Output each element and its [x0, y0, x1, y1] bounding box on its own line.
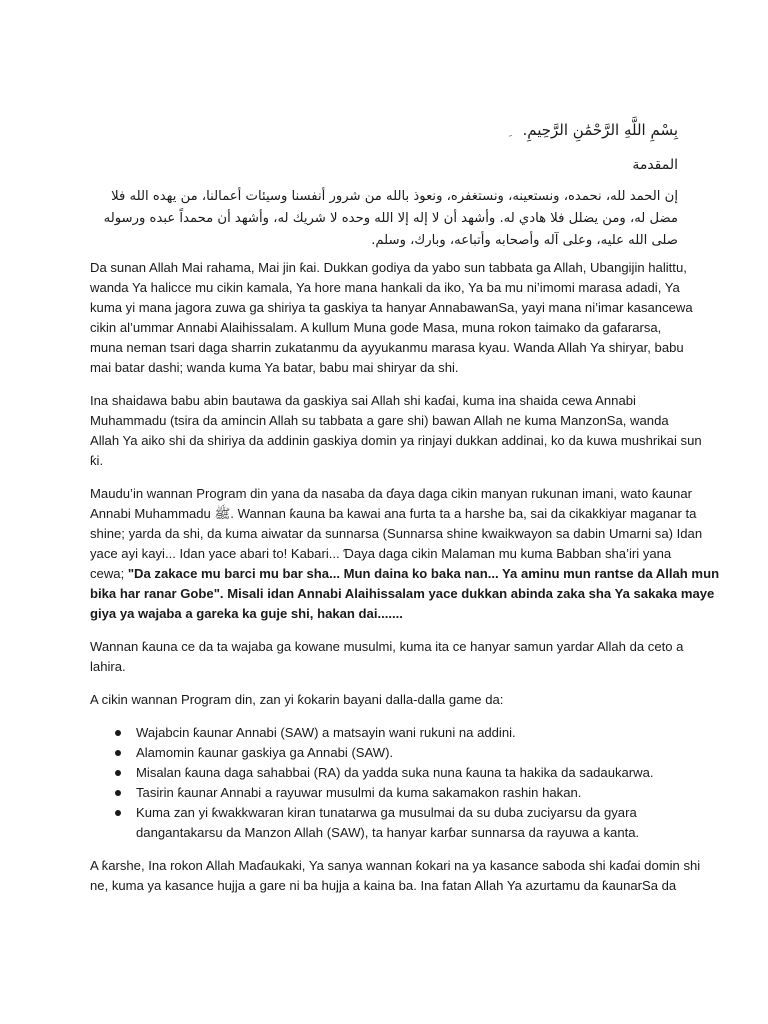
bullet-icon — [115, 810, 121, 816]
arabic-intro-line: صلى الله عليه، وعلى آله وأصحابه وأتباعه، وبارك، وسلم. — [371, 233, 678, 248]
text-line: mai batar dashi; wanda kuma Ya batar, babu mai shiryar da shi. — [90, 360, 459, 375]
arabic-intro — [90, 186, 678, 252]
quote-text-bold: bika har ranar Gobe". Misali idan Annabi Alaihissalam yace dukkan abinda zaka sha Ya sakaka maye — [90, 586, 715, 601]
text-line: Muhammadu (tsira da amincin Allah su tabbata a gare shi) bawan Allah ne kuma ManzonSa, wanda — [90, 413, 669, 428]
document-body — [90, 118, 720, 909]
text-line: kuma yi mana jagora zuwa ga shiriya ta gaskiya ta hanyar AnnabawanSa, yayi mana ni’imar kasancewa — [90, 300, 693, 315]
list-item-text: Kuma zan yi ƙwakkwaran kiran tunatarwa ga musulmai da su duba zuciyarsu da gyara — [136, 805, 637, 820]
list-item — [90, 803, 678, 843]
basmala — [90, 118, 678, 144]
paragraph-program-intro — [90, 690, 678, 710]
paragraph-topic — [90, 484, 720, 624]
text-line: cikin al’ummar Annabi Alaihissalam. A kullum Muna gode Masa, muna rokon taimako da gafararsa, — [90, 320, 662, 335]
quote-text-bold: giya ya wajaba a gareka ka guje shi, hakan dai....... — [90, 606, 403, 621]
list-item-text: Tasirin ƙaunar Annabi a rayuwar musulmi da kuma sakamakon rashin hakan. — [136, 785, 582, 800]
paragraph-testimony — [90, 391, 702, 471]
text-line: Ina shaidawa babu abin bautawa da gaskiya sai Allah shi kaɗai, kuma ina shaida cewa Annabi — [90, 393, 636, 408]
text-line: shine; yarda da shi, da kuma aiwatar da sunnarsa (Sunnarsa shine kwaikwayon sa dabin Umarni sa) Idan — [90, 526, 703, 541]
bullet-icon — [115, 750, 121, 756]
paragraph-obligation — [90, 637, 684, 677]
text-line: Da sunan Allah Mai rahama, Mai jin ƙai. Dukkan godiya da yabo sun tabbata ga Allah, Ubangijin halittu, — [90, 260, 687, 275]
text-line: A cikin wannan Program din, zan yi ƙokarin bayani dalla-dalla game da: — [90, 692, 504, 707]
bullet-icon — [115, 790, 121, 796]
bullet-icon — [115, 770, 121, 776]
text-run: cewa; — [90, 566, 128, 581]
list-item-text: Alamomin ƙaunar gaskiya ga Annabi (SAW). — [136, 745, 394, 760]
paragraph-opening — [90, 258, 693, 378]
quote-text-bold: "Da zakace mu barci mu bar sha... Mun daina ko baka nan... Ya aminu mun rantse da Allah mun — [127, 566, 720, 581]
text-line: lahira. — [90, 659, 126, 674]
text-line: Maudu’in wannan Program din yana da nasaba da ɗaya daga cikin manyan rukunan imani, wato ƙaunar — [90, 486, 692, 501]
text-line: Allah Ya aiko shi da shiriya da addinin gaskiya domin ya rinjayi dukkan addinai, ko da kuwa mushrikai sun — [90, 433, 702, 448]
arabic-heading: المقدمة — [632, 157, 678, 173]
list-item — [90, 763, 678, 783]
text-line: yace ayi kayi... Idan yace abari to! Kabari... Ɗaya daga cikin Malaman mu kuma Babban sha’iri yana — [90, 546, 672, 561]
basmala-text: بِسْمِ اللَّهِ الرَّحْمَٰنِ الرَّحِيمِ. — [522, 121, 678, 139]
list-item-text: Wajabcin ƙaunar Annabi (SAW) a matsayin wani rukuni na addini. — [136, 725, 516, 740]
text-line: ne, kuma ya kasance hujja a gare ni ba hujja a kaina ba. Ina fatan Allah Ya azurtamu da ƙaunarSa da — [90, 878, 677, 893]
text-line: ƙi. — [90, 453, 104, 468]
list-item — [90, 723, 678, 743]
list-item-text: Misalan ƙauna daga sahabbai (RA) da yadda suka nuna ƙauna ta hakika da sadaukarwa. — [136, 765, 654, 780]
text-line — [90, 564, 720, 584]
bullet-list — [90, 723, 678, 843]
text-line: A ƙarshe, Ina rokon Allah Maɗaukaki, Ya sanya wannan ƙokari na ya kasance saboda shi kaɗai domin shi — [90, 858, 701, 873]
text-line: wanda Ya halicce mu cikin kamala, Ya hore mana hankali da iko, Ya ba mu ni’imomi marasa adadi, Ya — [90, 280, 680, 295]
list-item-text: dangantakarsu da Manzon Allah (SAW), ta hanyar karɓar sunnarsa da rayuwa a kanta. — [136, 825, 640, 840]
paragraph-closing — [90, 856, 701, 896]
arabic-intro-line: مضل له، ومن يضلل فلا هادي له. وأشهد أن لا إله إلا الله وحده لا شريك له، وأشهد أن محمداً عبده ورسوله — [103, 211, 678, 226]
list-item — [90, 743, 678, 763]
arabic-intro-line: إن الحمد لله، نحمده، ونستعينه، ونستغفره، ونعوذ بالله من شرور أنفسنا وسيئات أعمالنا، من يهده الله فلا — [111, 189, 678, 204]
bullet-icon — [115, 730, 121, 736]
text-line: Wannan ƙauna ce da ta wajaba ga kowane musulmi, kuma ita ce hanyar samun yardar Allah da ceto a — [90, 639, 684, 654]
list-item — [90, 783, 678, 803]
text-line: muna neman tsari daga sharrin zukatanmu da ayyukanmu marasa kyau. Wanda Allah Ya shiryar, babu — [90, 340, 684, 355]
text-line: Annabi Muhammadu ﷺ. Wannan ƙauna ba kawai ana furta ta a harshe ba, sai da cikakkiyar maganar ta — [90, 506, 697, 521]
